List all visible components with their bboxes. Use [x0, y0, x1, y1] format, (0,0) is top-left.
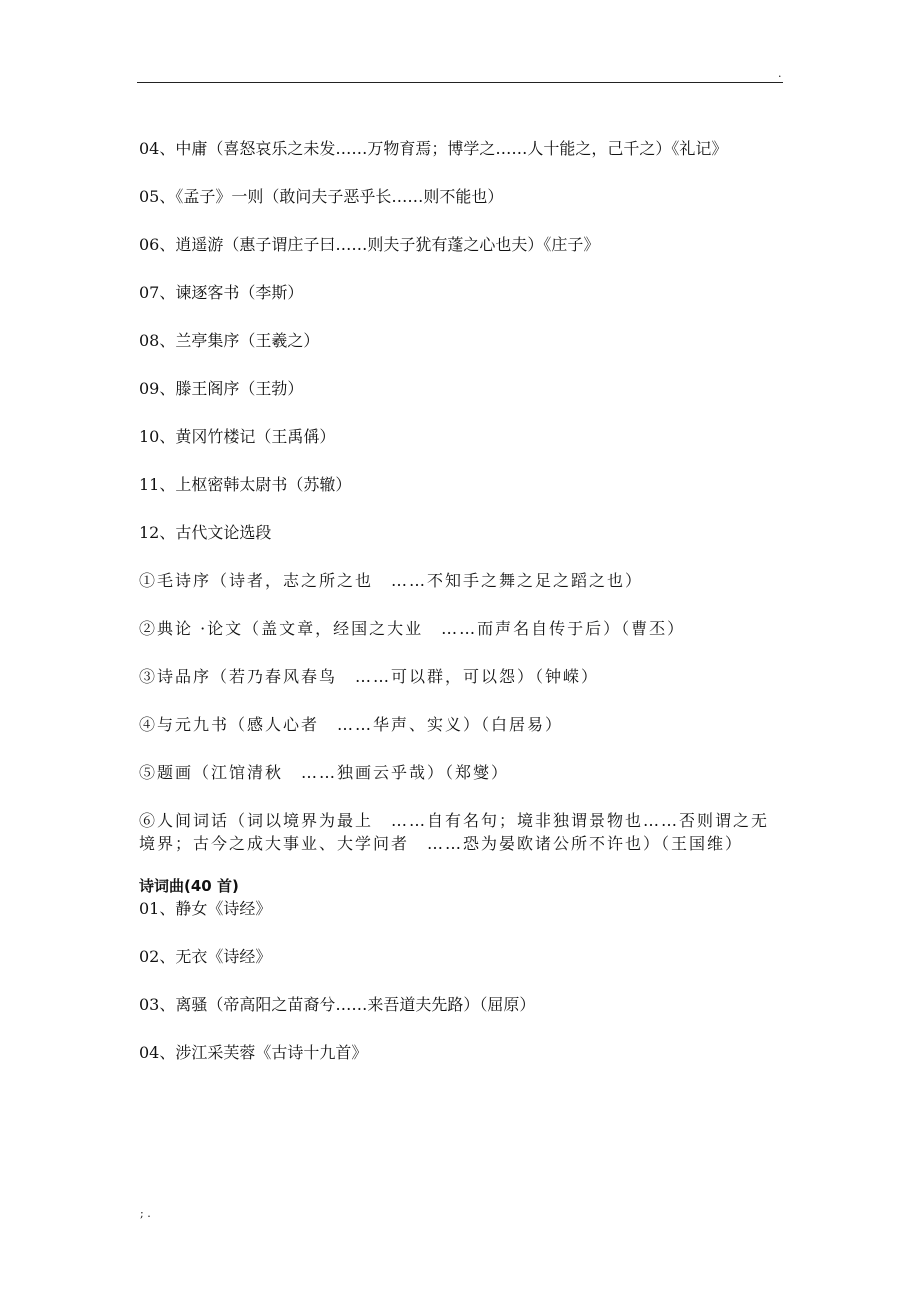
list-item-yuyuanjiushu: ④与元九书（感人心者 ……华声、实义）（白居易）	[139, 715, 564, 734]
list-item-wenlun: 12、古代文论选段	[139, 523, 272, 542]
list-item-renjiancihua: ⑥人间词话（词以境界为最上 ……自有名句；境非独谓景物也……否则谓之无境界；古今之成大事业、大学问者 ……恐为晏欧诸公所不许也）（王国维）	[139, 811, 770, 853]
list-item-maoshixu: ①毛诗序（诗者，志之所之也 ……不知手之舞之足之蹈之也）	[139, 571, 644, 590]
list-item-lisao: 03、离骚（帝高阳之苗裔兮……来吾道夫先路）（屈原）	[139, 995, 536, 1014]
document-body	[139, 137, 783, 1089]
list-item-shipinxu: ③诗品序（若乃春风春鸟 ……可以群，可以怨）（钟嵘）	[139, 667, 600, 686]
header-rule	[137, 82, 783, 83]
list-item-jianzhukeshu: 07、谏逐客书（李斯）	[139, 283, 304, 302]
list-item-jingnv: 01、静女《诗经》	[139, 899, 272, 918]
list-item-wuyi: 02、无衣《诗经》	[139, 947, 272, 966]
list-item-mengzi: 05、《孟子》一则（敢问夫子恶乎长……则不能也）	[139, 187, 504, 206]
section-heading-poetry: 诗词曲(40 首)	[139, 877, 239, 895]
list-item-dianlun: ②典论 ·论文（盖文章，经国之大业 ……而声名自传于后）（曹丕）	[139, 619, 686, 638]
list-item-tihua: ⑤题画（江馆清秋 ……独画云乎哉）（郑燮）	[139, 763, 510, 782]
header-dot: .	[778, 67, 782, 80]
list-item-xiaoyaoyou: 06、逍遥游（惠子谓庄子曰……则夫子犹有蓬之心也夫）《庄子》	[139, 235, 600, 254]
list-item-huanggangzhulouji: 10、黄冈竹楼记（王禹偁）	[139, 427, 336, 446]
list-item-zhongyong: 04、中庸（喜怒哀乐之未发……万物育焉；博学之……人十能之，己千之）《礼记》	[139, 139, 728, 158]
list-item-tengwanggexu: 09、滕王阁序（王勃）	[139, 379, 304, 398]
list-item-shangshumi: 11、上枢密韩太尉书（苏辙）	[139, 475, 352, 494]
list-item-shejiangcaifurong: 04、涉江采芙蓉《古诗十九首》	[139, 1043, 368, 1062]
footer-mark: ; .	[140, 1207, 151, 1220]
list-item-lantingjixu: 08、兰亭集序（王羲之）	[139, 331, 320, 350]
